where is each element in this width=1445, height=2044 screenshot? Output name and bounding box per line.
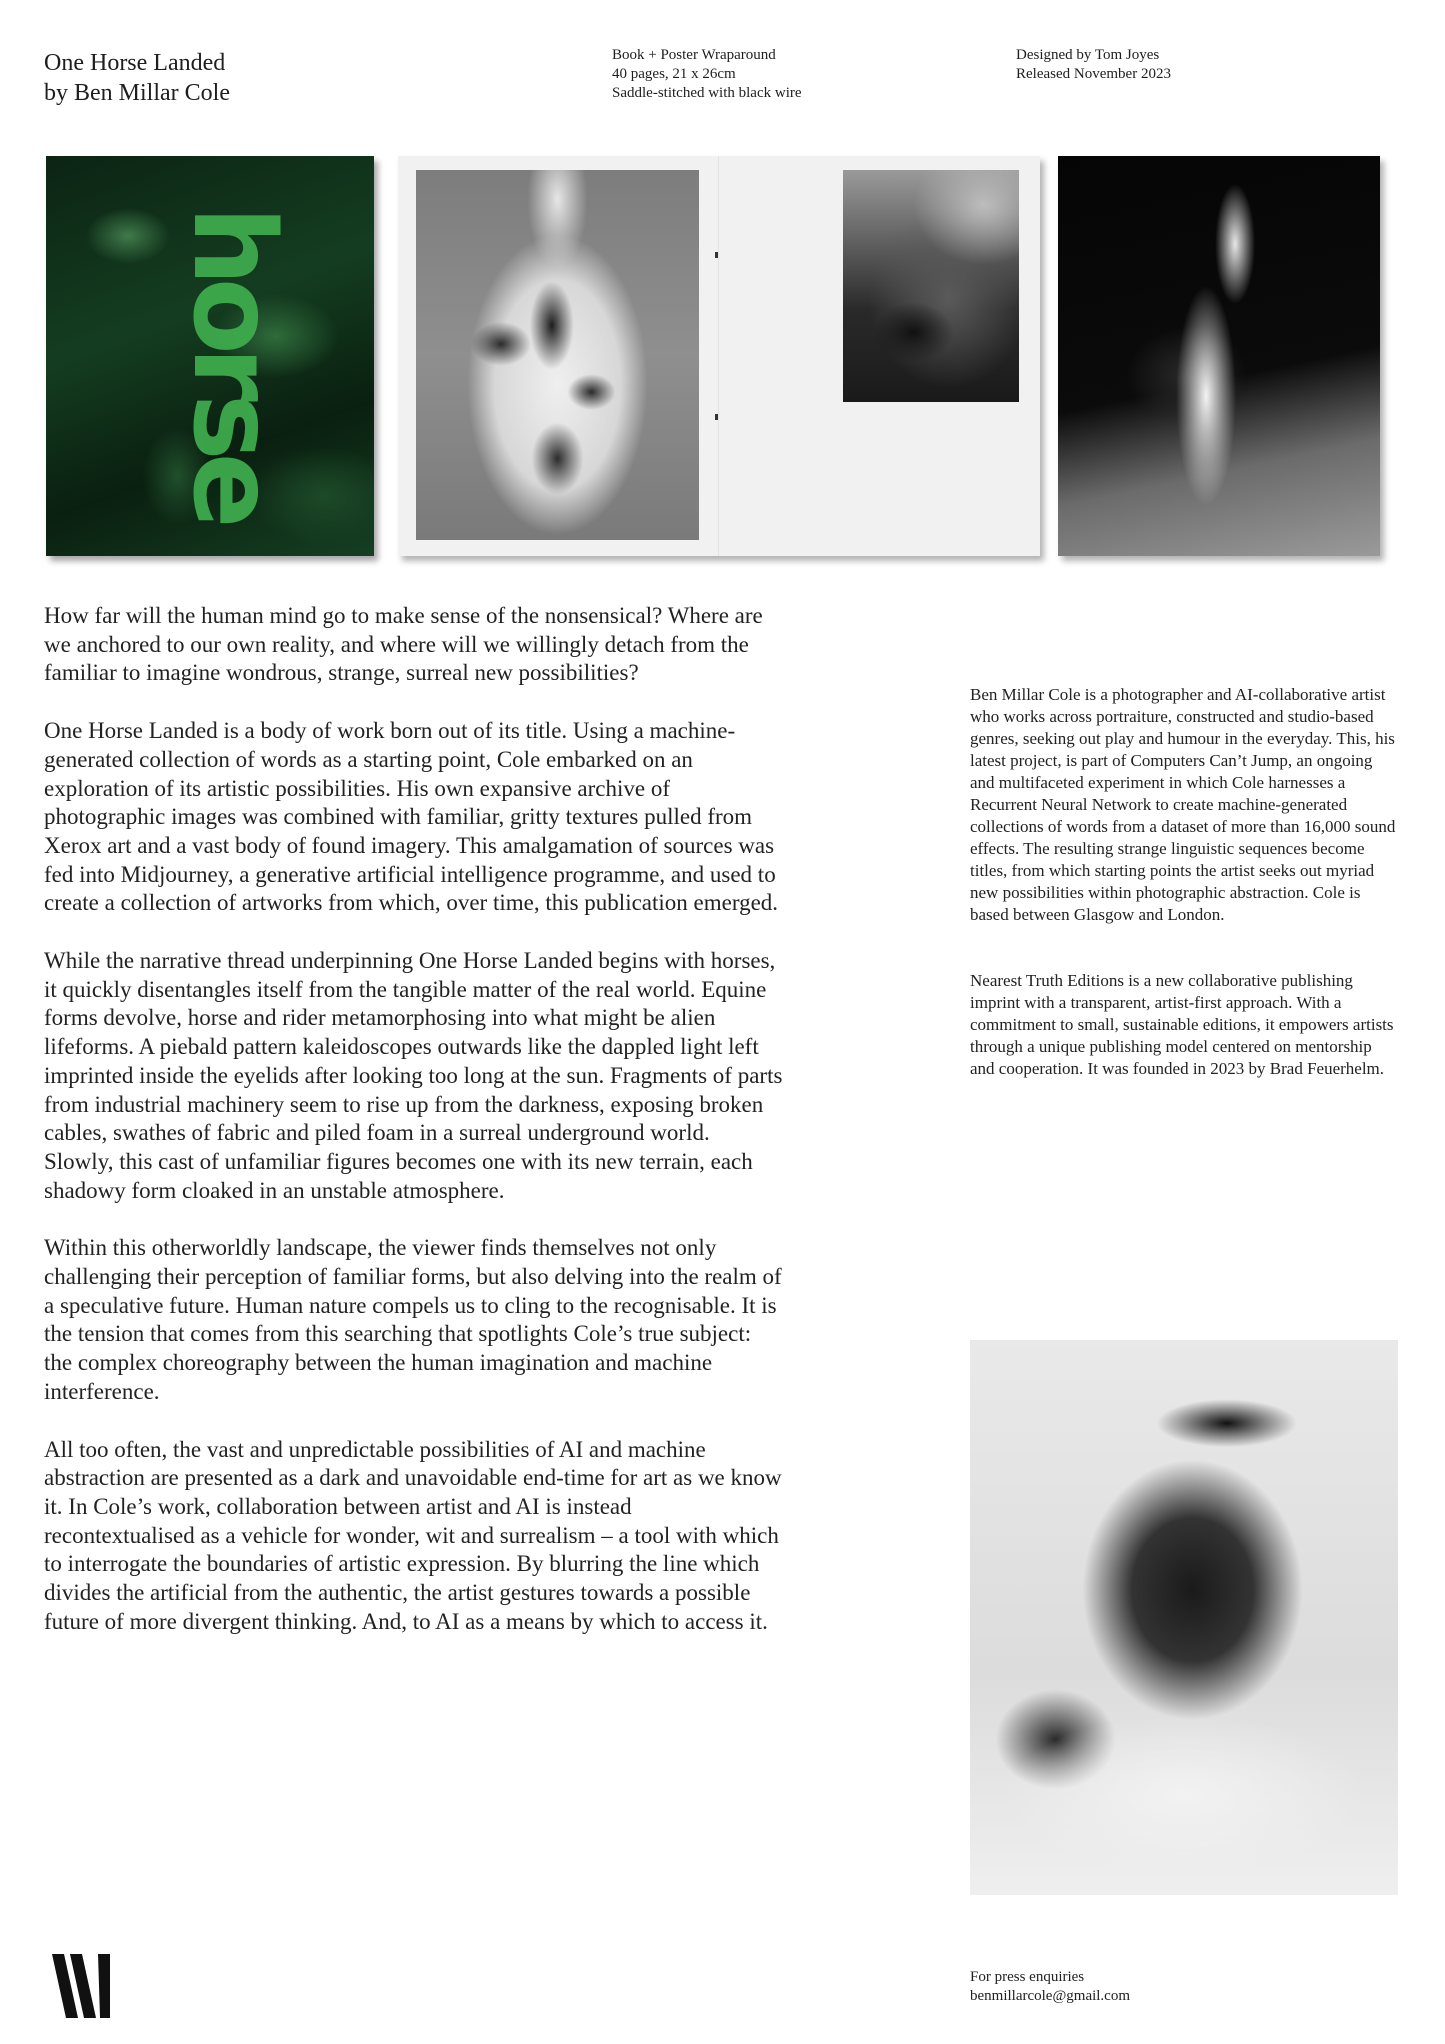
credit-details bbox=[1016, 46, 1171, 84]
press-label: For press enquiries bbox=[970, 1969, 1085, 1985]
staple-mark bbox=[715, 414, 718, 420]
binding-line: Saddle-stitched with black wire bbox=[612, 85, 802, 101]
essay-paragraph: Within this otherworldly landscape, the viewer finds themselves not only challenging their perception of familiar forms, but also delving into the realm of a speculative future. Human nature compels us to cling to the recognisable. It is the tension that comes from this searching that spotlights Cole’s true subject: the complex choreography between the human imagination and machine interference. bbox=[44, 1235, 782, 1404]
spread-gutter bbox=[718, 156, 720, 556]
staple-mark bbox=[715, 252, 718, 258]
cover-title-text: horse bbox=[168, 206, 298, 521]
publisher-logo-icon bbox=[52, 1954, 114, 2018]
sidebar-text bbox=[970, 684, 1400, 1124]
publication-title bbox=[44, 48, 230, 108]
release-line: Released November 2023 bbox=[1016, 66, 1171, 82]
publisher-info: Nearest Truth Editions is a new collaborative publishing imprint with a transparent, artist-first approach. With a commitment to small, sustainable editions, it empowers artists through a unique publishing model centered on mentorship and cooperation. It was founded in 2023 by Brad Feuerhelm. bbox=[970, 971, 1394, 1078]
horse-rider-image bbox=[1058, 156, 1380, 556]
press-contact bbox=[970, 1968, 1130, 2006]
author-line: by Ben Millar Cole bbox=[44, 80, 230, 106]
artist-bio: Ben Millar Cole is a photographer and AI-collaborative artist who works across portraiture, constructed and studio-based genres, seeking out play and humour in the everyday. This, his latest project, is part of Computers Can’t Jump, an ongoing and multifaceted experiment in which Cole harnesses a Recurrent Neural Network to create machine-generated collections of words from a dataset of more than 16,000 sound effects. The resulting strange linguistic sequences become titles, from which starting points the artist seeks out myriad new possibilities within photographic abstraction. Cole is based between Glasgow and London. bbox=[970, 685, 1396, 924]
essay-text bbox=[44, 602, 784, 1666]
format-details bbox=[612, 46, 802, 103]
essay-paragraph: One Horse Landed is a body of work born out of its title. Using a machine-generated collection of words as a starting point, Cole embarked on an exploration of its artistic possibilities. His own expansive archive of photographic images was combined with familiar, gritty textures pulled from Xerox art and a vast body of found imagery. This amalgamation of sources was fed into Midjourney, a generative artificial intelligence programme, and used to create a collection of artworks from which, over time, this publication emerged. bbox=[44, 718, 779, 916]
title-line: One Horse Landed bbox=[44, 50, 226, 76]
press-email-link[interactable]: benmillarcole@gmail.com bbox=[970, 1988, 1131, 2004]
essay-paragraph: While the narrative thread underpinning One Horse Landed begins with horses, it quickly disentangles itself from the tangible matter of the real world. Equine forms devolve, horse and rider metamorphosing into what might be alien lifeforms. A piebald pattern kaleidoscopes outwards like the dappled light left imprinted inside the eyelids after looking too long at the sun. Fragments of parts from industrial machinery seem to rise up from the darkness, exposing broken cables, swathes of fabric and piled foam in a surreal underground world. Slowly, this cast of unfamiliar figures becomes one with its new terrain, each shadowy form cloaked in an unstable atmosphere. bbox=[44, 948, 783, 1203]
designer-line: Designed by Tom Joyes bbox=[1016, 47, 1160, 63]
book-spread-image bbox=[398, 156, 1040, 556]
essay-paragraph: How far will the human mind go to make sense of the nonsensical? Where are we anchored to our own reality, and where will we willingly detach from the familiar to imagine wondrous, strange, surreal new possibilities? bbox=[44, 603, 763, 686]
book-cover-image bbox=[46, 156, 374, 556]
cowboy-portrait-image bbox=[970, 1340, 1398, 1895]
pages-line: 40 pages, 21 x 26cm bbox=[612, 66, 736, 82]
spread-left-photo bbox=[416, 170, 699, 540]
format-line: Book + Poster Wraparound bbox=[612, 47, 776, 63]
spread-right-photo bbox=[843, 170, 1019, 402]
essay-paragraph: All too often, the vast and unpredictable possibilities of AI and machine abstraction are presented as a dark and unavoidable end-time for art as we know it. In Cole’s work, collaboration between artist and AI is instead recontextualised as a vehicle for wonder, wit and surrealism – a tool with which to interrogate the boundaries of artistic expression. By blurring the line which divides the artificial from the authentic, the artist gestures towards a possible future of more divergent thinking. And, to AI as a means by which to access it. bbox=[44, 1436, 782, 1634]
